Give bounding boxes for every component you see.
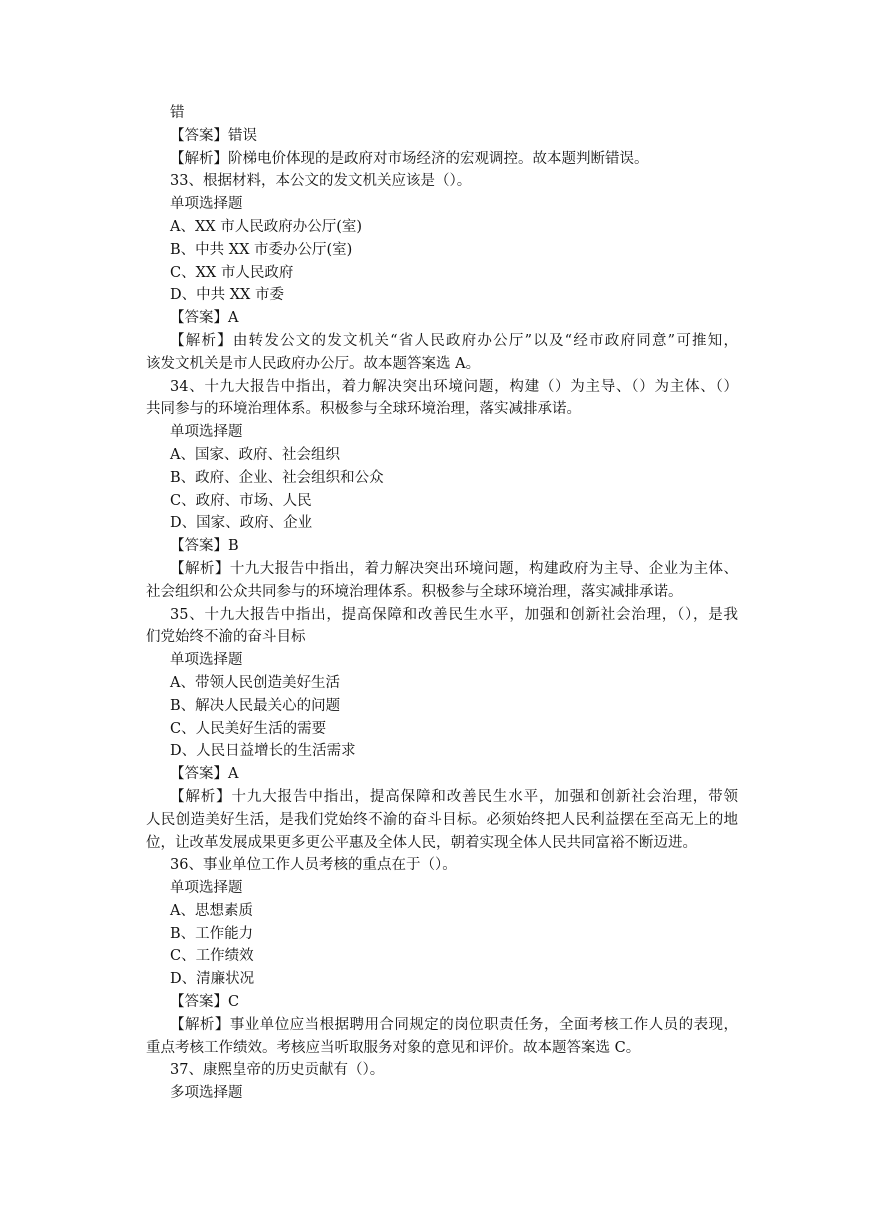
text-line: A、带领人民创造美好生活	[170, 674, 340, 691]
text-line: B、工作能力	[170, 925, 254, 942]
text-line: 【答案】A	[170, 310, 239, 327]
text-line: 35、十九大报告中指出，提高保障和改善民生水平，加强和创新社会治理，（），是我	[170, 606, 738, 623]
text-line: 人民创造美好生活，是我们党始终不渝的奋斗目标。必须始终把人民利益摆在至高无上的地	[146, 811, 738, 828]
text-line: 33、根据材料，本公文的发文机关应该是（）。	[170, 173, 472, 190]
text-line: 【解析】十九大报告中指出，提高保障和改善民生水平，加强和创新社会治理，带领	[170, 788, 738, 805]
text-line: B、中共 XX 市委办公厅(室)	[170, 241, 353, 258]
text-line: 37、康熙皇帝的历史贡献有（）。	[170, 1062, 385, 1079]
text-line: 【答案】B	[170, 538, 239, 555]
text-line: 【答案】A	[170, 766, 239, 783]
text-line: C、政府、市场、人民	[170, 492, 312, 509]
text-line: 单项选择题	[170, 652, 243, 669]
text-line: 共同参与的环境治理体系。积极参与全球环境治理，落实减排承诺。	[146, 401, 581, 418]
text-line: 【解析】事业单位应当根据聘用合同规定的岗位职责任务，全面考核工作人员的表现，	[170, 1016, 738, 1033]
text-line: D、国家、政府、企业	[170, 515, 313, 532]
text-line: 【解析】阶梯电价体现的是政府对市场经济的宏观调控。故本题判断错误。	[170, 150, 649, 167]
text-line: C、人民美好生活的需要	[170, 720, 327, 737]
text-line: C、工作绩效	[170, 948, 254, 965]
text-line: A、XX 市人民政府办公厅(室)	[170, 218, 363, 235]
text-line: D、人民日益增长的生活需求	[170, 743, 356, 760]
text-line: A、国家、政府、社会组织	[170, 446, 340, 463]
text-line: 多项选择题	[170, 1085, 243, 1102]
text-line: 【解析】由转发公文的发文机关“省人民政府办公厅”以及“经市政府同意”可推知，	[170, 332, 738, 349]
text-line: 社会组织和公众共同参与的环境治理体系。积极参与全球环境治理，落实减排承诺。	[146, 583, 683, 600]
text-line: 【答案】错误	[170, 127, 257, 144]
text-line: B、解决人民最关心的问题	[170, 697, 341, 714]
text-line: 单项选择题	[170, 196, 243, 213]
text-line: 单项选择题	[170, 424, 243, 441]
text-line: 该发文机关是市人民政府办公厅。故本题答案选 A。	[146, 355, 481, 372]
text-line: 错	[170, 105, 185, 121]
text-line: A、思想素质	[170, 902, 253, 919]
text-line: D、中共 XX 市委	[170, 287, 284, 304]
text-line: 【答案】C	[170, 994, 240, 1011]
text-line: 【解析】十九大报告中指出，着力解决突出环境问题，构建政府为主导、企业为主体、	[170, 560, 738, 577]
text-line: 36、事业单位工作人员考核的重点在于（）。	[170, 857, 457, 874]
text-column	[146, 102, 738, 1105]
text-line: 34、十九大报告中指出，着力解决突出环境问题，构建（）为主导、（）为主体、（）	[170, 378, 738, 395]
text-line: B、政府、企业、社会组织和公众	[170, 469, 384, 486]
text-line: 们党始终不渝的奋斗目标	[146, 629, 306, 646]
text-line: 单项选择题	[170, 880, 243, 897]
text-line: C、XX 市人民政府	[170, 264, 294, 281]
text-line: 位，让改革发展成果更多更公平惠及全体人民，朝着实现全体人民共同富裕不断迈进。	[146, 834, 697, 851]
text-line: D、清廉状况	[170, 971, 255, 988]
text-line: 重点考核工作绩效。考核应当听取服务对象的意见和评价。故本题答案选 C。	[146, 1039, 641, 1056]
